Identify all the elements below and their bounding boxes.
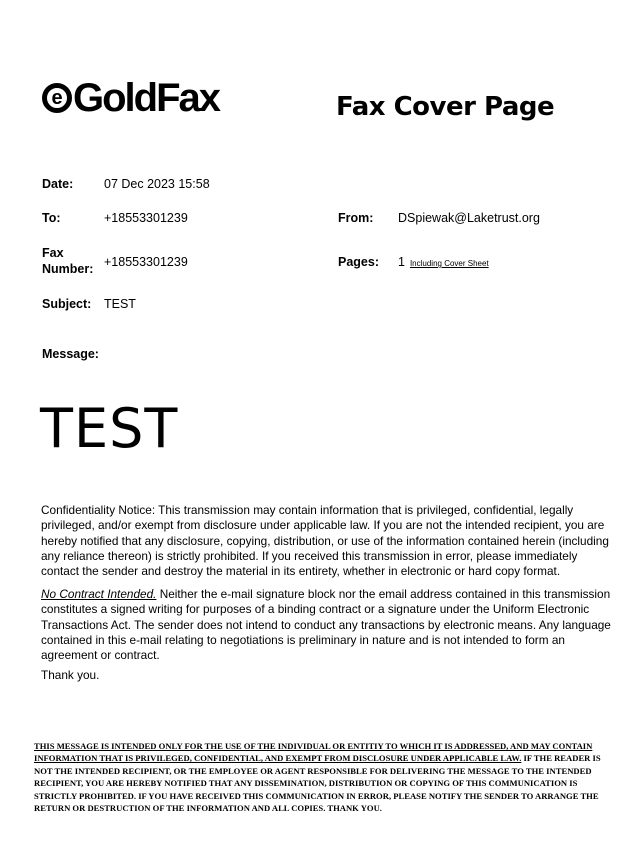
fax-label-line2: Number: <box>42 262 94 276</box>
footer-rest-text: IF THE READER IS NOT THE INTENDED RECIPIENT, OR THE EMPLOYEE OR AGENT RESPONSIBLE FOR DELIVERING THE MESSAGE TO THE INTENDED RECIPIENT, YOU ARE HEREBY NOTIFIED THAT ANY DISSEMINATION, DISTRIBUTION OR COPYING OF THIS COMMUNICATION IS STRICTLY PROHIBITED. IF YOU HAVE RECEIVED THIS COMMUNICATION IN ERROR, PLEASE NOTIFY THE SENDER TO ARRANGE THE RETURN OR DESTRUCTION OF THE INFORMATION AND ALL COPIES. THANK YOU. <box>34 753 601 814</box>
egoldfax-logo <box>42 78 219 118</box>
logo-text: GoldFax <box>73 76 220 120</box>
message-label: Message: <box>42 347 99 361</box>
pages-value: 1 <box>398 255 405 269</box>
fax-number-label <box>42 245 93 277</box>
no-contract-body: Neither the e-mail signature block nor the email address contained in this transmission constitutes a signed writing for purposes of a binding contract or a signature under the Uniform Electronic Transactions Act. The sender does not intend to conduct any transactions by electronic means. Any language contained in this e-mail relating to negotiations is preliminary in nature and is not intended to form an agreement or contract. <box>41 587 611 663</box>
logo-e-icon: e <box>42 83 72 113</box>
page-title: Fax Cover Page <box>336 92 555 122</box>
no-contract-notice <box>41 587 611 663</box>
message-body: TEST <box>40 397 179 460</box>
subject-label: Subject: <box>42 297 92 311</box>
no-contract-heading: No Contract Intended. <box>41 587 157 601</box>
confidentiality-notice: Confidentiality Notice: This transmission may contain information that is privileged, confidential, legally privileged, and/or exempt from disclosure under applicable law. If you are not the intended recipient, you are hereby notified that any disclosure, copying, distribution, or use of the information contained herein (including any reliance thereon) is strictly prohibited. If you received this transmission in error, please immediately contact the sender and destroy the material in its entirety, whether in electronic or hard copy format. <box>41 503 609 579</box>
pages-value-group <box>398 254 489 272</box>
date-label: Date: <box>42 177 74 191</box>
to-value: +18553301239 <box>104 211 188 225</box>
thank-you-text: Thank you. <box>41 668 100 682</box>
pages-note: Including Cover Sheet <box>409 259 489 268</box>
from-value: DSpiewak@Laketrust.org <box>398 211 540 225</box>
pages-label: Pages: <box>338 255 379 269</box>
date-value: 07 Dec 2023 15:58 <box>104 177 210 191</box>
footer-underlined-text: THIS MESSAGE IS INTENDED ONLY FOR THE USE OF THE INDIVIDUAL OR ENTITIY TO WHICH IT IS ADDRESSED, AND MAY CONTAIN INFORMATION THAT IS PRIVILEGED, CONFIDENTIAL, AND EXEMPT FROM DISCLOSURE UNDER APPLICABLE LAW. <box>34 741 593 764</box>
footer-legal-notice <box>34 740 606 814</box>
fax-label-line1: Fax <box>42 246 64 260</box>
subject-value: TEST <box>104 297 136 311</box>
to-label: To: <box>42 211 61 225</box>
fax-number-value: +18553301239 <box>104 255 188 269</box>
from-label: From: <box>338 211 374 225</box>
